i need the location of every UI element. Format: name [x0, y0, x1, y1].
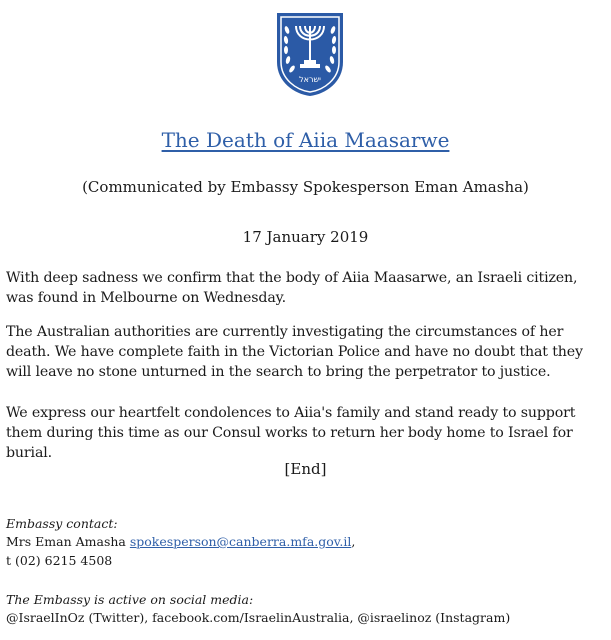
- page-title: The Death of Aiia Maasarwe: [161, 128, 450, 152]
- paragraph-3: We express our heartfelt condolences to Aiia's family and stand ready to support them during this time as our Consul works to return her body home to Israel for burial.: [6, 405, 576, 461]
- contact-heading: Embassy contact:: [6, 516, 118, 531]
- email-suffix: ,: [351, 534, 356, 549]
- paragraph-1: With deep sadness we confirm that the body of Aiia Maasarwe, an Israeli citizen, was found in Melbourne on Wednesday.: [6, 270, 578, 306]
- contact-phone: t (02) 6215 4508: [6, 553, 113, 568]
- end-marker: [End]: [284, 460, 327, 478]
- subtitle: (Communicated by Embassy Spokesperson Eman Amasha): [82, 178, 529, 196]
- contact-email-link[interactable]: spokesperson@canberra.mfa.gov.il: [129, 534, 352, 549]
- contact-name: Mrs Eman Amasha: [6, 534, 126, 549]
- date: 17 January 2019: [242, 228, 369, 246]
- state-emblem-icon: [274, 10, 346, 98]
- paragraph-2: The Australian authorities are currently investigating the circumstances of her death. We have complete faith in the Victorian Police and have no doubt that they will leave no stone unturned in the search to bring the perpetrator to justice.: [6, 324, 583, 380]
- social-heading: The Embassy is active on social media:: [6, 592, 254, 607]
- social-handles: @IsraelInOz (Twitter), facebook.com/IsraelinAustralia, @israelinoz (Instagram): [6, 610, 511, 625]
- contact-line: [6, 533, 355, 551]
- emblem-text: ישראל: [299, 75, 321, 84]
